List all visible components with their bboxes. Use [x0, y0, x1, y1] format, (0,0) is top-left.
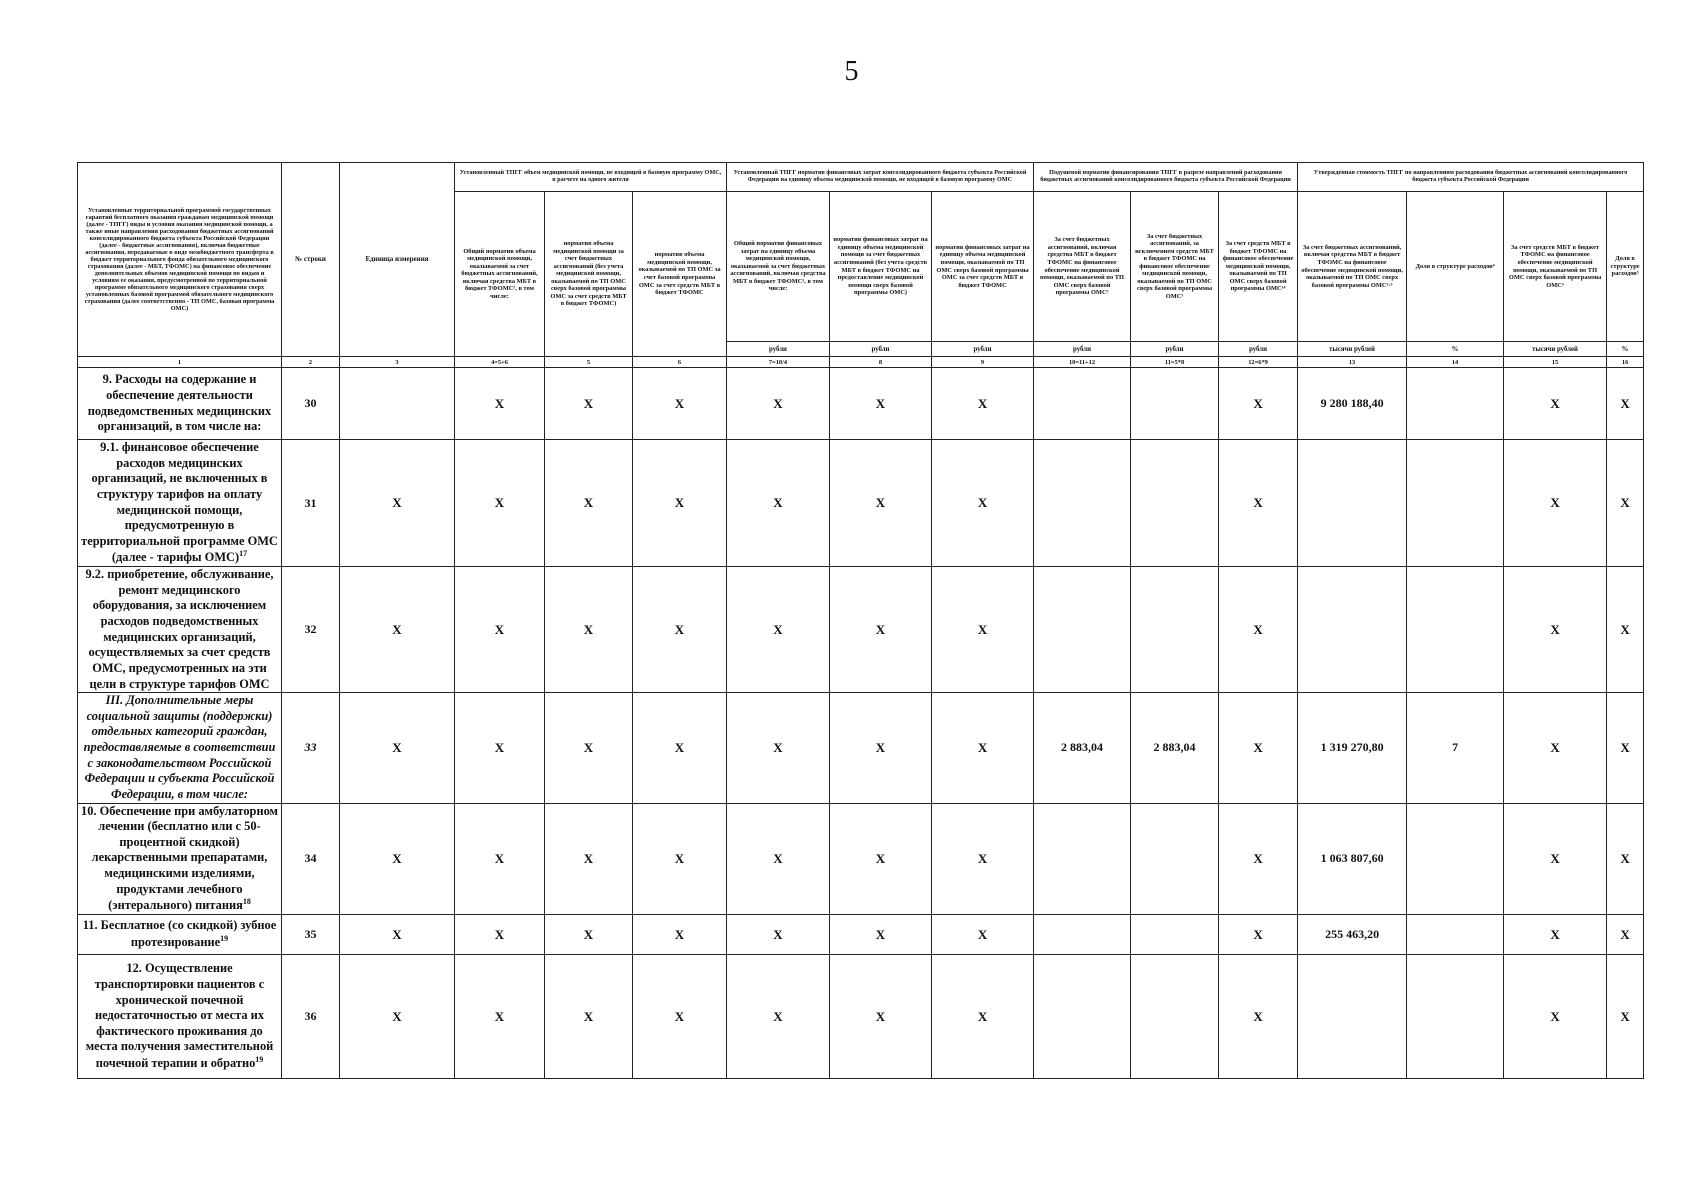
unit-col7: рубли	[727, 342, 830, 357]
not-applicable-cell: X	[633, 955, 727, 1079]
not-applicable-cell: X	[1607, 567, 1644, 693]
not-applicable-cell: X	[932, 803, 1034, 915]
not-applicable-cell: X	[340, 440, 455, 567]
column-number-cell: 4=5+6	[455, 357, 545, 368]
not-applicable-cell: X	[633, 440, 727, 567]
footnote-marker: 19	[255, 1055, 264, 1064]
not-applicable-cell: X	[633, 567, 727, 693]
header-col7: Общий норматив финансовых затрат на единицу объема медицинской помощи, оказываемой за счет бюджетных ассигнований, включая средства МБТ в бюджет ТФОМС⁵, в том числе:	[727, 192, 830, 342]
row-description	[78, 915, 282, 955]
empty-cell	[1407, 567, 1504, 693]
empty-cell	[1131, 440, 1219, 567]
column-number-cell: 14	[1407, 357, 1504, 368]
not-applicable-cell: X	[545, 803, 633, 915]
empty-cell	[1131, 803, 1219, 915]
not-applicable-cell: X	[545, 915, 633, 955]
not-applicable-cell: X	[727, 915, 830, 955]
not-applicable-cell: X	[1504, 693, 1607, 803]
not-applicable-cell: X	[545, 693, 633, 803]
header-unit: Единица измерения	[340, 163, 455, 357]
not-applicable-cell: X	[545, 955, 633, 1079]
row-description-text: 10. Обеспечение при амбулаторном лечении (бесплатно или с 50- процентной скидкой) лекарственными препаратами, медицинскими изделиями, продуктами лечебного (энтерального) питания	[81, 803, 278, 913]
column-number-cell: 6	[633, 357, 727, 368]
not-applicable-cell: X	[830, 368, 932, 440]
not-applicable-cell: X	[727, 567, 830, 693]
table-row	[78, 803, 1644, 915]
row-description	[78, 803, 282, 915]
row-number-cell: 31	[282, 440, 340, 567]
financing-table	[77, 162, 1644, 1079]
not-applicable-cell: X	[340, 693, 455, 803]
empty-cell	[1407, 440, 1504, 567]
empty-cell	[1407, 915, 1504, 955]
empty-cell	[1131, 567, 1219, 693]
column-number-cell: 16	[1607, 357, 1644, 368]
not-applicable-cell: X	[633, 368, 727, 440]
not-applicable-cell: X	[1504, 915, 1607, 955]
footnote-marker: 17	[239, 549, 248, 559]
footnote-marker: 18	[242, 897, 251, 907]
empty-cell	[1034, 567, 1131, 693]
not-applicable-cell: X	[1219, 368, 1298, 440]
not-applicable-cell: X	[1219, 567, 1298, 693]
header-col14: Доля в структуре расходов⁴	[1407, 192, 1504, 342]
not-applicable-cell: X	[1607, 803, 1644, 915]
empty-cell	[1034, 955, 1131, 1079]
header-group-per-capita: Подушевой норматив финансирования ТПГГ в разрезе направлений расходования бюджетных ассигнований консолидированного бюджета субъекта Российской Федерации	[1034, 163, 1298, 192]
not-applicable-cell: X	[1219, 440, 1298, 567]
not-applicable-cell: X	[1607, 955, 1644, 1079]
value-cell: 1 319 270,80	[1298, 693, 1407, 803]
empty-cell	[1407, 803, 1504, 915]
row-number-cell: 34	[282, 803, 340, 915]
empty-cell	[1407, 955, 1504, 1079]
unit-col15: тысячи рублей	[1504, 342, 1607, 357]
not-applicable-cell: X	[727, 368, 830, 440]
empty-cell	[1131, 955, 1219, 1079]
row-number-cell: 30	[282, 368, 340, 440]
not-applicable-cell: X	[727, 803, 830, 915]
empty-cell	[340, 368, 455, 440]
value-cell: 255 463,20	[1298, 915, 1407, 955]
not-applicable-cell: X	[545, 440, 633, 567]
empty-cell	[1131, 915, 1219, 955]
page-number: 5	[844, 56, 859, 87]
table-row	[78, 693, 1644, 803]
header-col16: Доля в структуре расходов⁵	[1607, 192, 1644, 342]
not-applicable-cell: X	[340, 955, 455, 1079]
unit-col10: рубли	[1034, 342, 1131, 357]
not-applicable-cell: X	[340, 803, 455, 915]
table-row	[78, 915, 1644, 955]
not-applicable-cell: X	[932, 915, 1034, 955]
not-applicable-cell: X	[830, 803, 932, 915]
not-applicable-cell: X	[830, 567, 932, 693]
empty-cell	[1298, 440, 1407, 567]
table-row	[78, 955, 1644, 1079]
not-applicable-cell: X	[932, 567, 1034, 693]
empty-cell	[1131, 368, 1219, 440]
not-applicable-cell: X	[1607, 368, 1644, 440]
header-col9: норматив финансовых затрат на единицу объема медицинской помощи, оказываемой по ТП ОМС сверх базовой программы ОМС за счет средств МБТ в бюджет ТФОМС	[932, 192, 1034, 342]
row-description	[78, 693, 282, 803]
not-applicable-cell: X	[340, 915, 455, 955]
not-applicable-cell: X	[455, 693, 545, 803]
table-row	[78, 440, 1644, 567]
row-number-cell: 35	[282, 915, 340, 955]
unit-col13: тысячи рублей	[1298, 342, 1407, 357]
table-row	[78, 368, 1644, 440]
row-number-cell: 36	[282, 955, 340, 1079]
row-description	[78, 368, 282, 440]
header-group-cost-norm: Установленный ТПГГ норматив финансовых затрат консолидированного бюджета субъекта Российской Федерации на единицу объема медицинской помощи, не входящей в базовую программу ОМС	[727, 163, 1034, 192]
header-col15: За счет средств МБТ в бюджет ТФОМС на финансовое обеспечение медицинской помощи, оказываемой по ТП ОМС сверх базовой программы ОМС⁵	[1504, 192, 1607, 342]
value-cell: 2 883,04	[1131, 693, 1219, 803]
column-number-cell: 15	[1504, 357, 1607, 368]
unit-col9: рубли	[932, 342, 1034, 357]
footnote-marker: 19	[220, 933, 229, 943]
not-applicable-cell: X	[455, 440, 545, 567]
header-row-number: № строки	[282, 163, 340, 357]
row-description-text: III. Дополнительные меры социальной защиты (поддержки) отдельных категорий граждан, предоставляемые в соответствии с законодательством Российской Федерации и субъекта Российской Федерации, в том числе:	[83, 693, 276, 801]
column-number-cell: 13	[1298, 357, 1407, 368]
not-applicable-cell: X	[545, 567, 633, 693]
not-applicable-cell: X	[1504, 567, 1607, 693]
row-description	[78, 955, 282, 1079]
header-col10: За счет бюджетных ассигнований, включая средства МБТ в бюджет ТФОМС на финансовое обеспечение медицинской помощи, оказываемой по ТП ОМС сверх базовой программы ОМС⁵	[1034, 192, 1131, 342]
not-applicable-cell: X	[545, 368, 633, 440]
not-applicable-cell: X	[1219, 915, 1298, 955]
header-group-approved-cost: Утвержденная стоимость ТПГГ по направлениям расходования бюджетных ассигнований консолидированного бюджета субъекта Российской Федерации	[1298, 163, 1644, 192]
not-applicable-cell: X	[830, 915, 932, 955]
header-col5: норматив объема медицинской помощи за счет бюджетных ассигнований (без учета медицинской помощи, оказываемой по ТП ОМС сверх базовой программы ОМС за счет средств МБТ в бюджет ТФОМС)	[545, 192, 633, 357]
not-applicable-cell: X	[340, 567, 455, 693]
not-applicable-cell: X	[1504, 440, 1607, 567]
not-applicable-cell: X	[830, 440, 932, 567]
header-col4: Общий норматив объема медицинской помощи, оказываемой за счет бюджетных ассигнований, включая средства МБТ в бюджет ТФОМС⁵, в том числе:	[455, 192, 545, 357]
not-applicable-cell: X	[727, 955, 830, 1079]
value-cell: 1 063 807,60	[1298, 803, 1407, 915]
column-number-cell: 2	[282, 357, 340, 368]
not-applicable-cell: X	[455, 368, 545, 440]
column-number-cell: 10=11+12	[1034, 357, 1131, 368]
unit-col16: %	[1607, 342, 1644, 357]
header-col13: За счет бюджетных ассигнований, включая средства МБТ в бюджет ТФОМС на финансовое обеспечение медицинской помощи, оказываемой по ТП ОМС сверх базовой программы ОМС⁵·³	[1298, 192, 1407, 342]
not-applicable-cell: X	[1607, 693, 1644, 803]
not-applicable-cell: X	[1219, 803, 1298, 915]
column-number-cell: 3	[340, 357, 455, 368]
column-number-cell: 12=6*9	[1219, 357, 1298, 368]
not-applicable-cell: X	[1504, 803, 1607, 915]
unit-col11: рубли	[1131, 342, 1219, 357]
value-cell: 7	[1407, 693, 1504, 803]
row-number-cell: 33	[282, 693, 340, 803]
not-applicable-cell: X	[633, 693, 727, 803]
row-description-text: 12. Осуществление транспортировки пациентов с хронической почечной недостаточностью от места их фактического проживания до места получения заместительной почечной терапии и обратно	[85, 961, 274, 1071]
column-number-cell: 11=5*8	[1131, 357, 1219, 368]
row-description	[78, 567, 282, 693]
header-col1-description: Установленные территориальной программой государственных гарантий бесплатного оказания гражданам медицинской помощи (далее - ТПГГ) виды и условия оказания медицинской помощи, а также иные направления расходования бюджетных ассигнований консолидированного бюджета субъекта Российской Федерации (далее - бюджетные ассигнования), включая бюджетные ассигнования, передаваемые в виде межбюджетного трансферта в бюджет территориального фонда обязательного медицинского страхования (далее - МБТ, ТФОМС) на финансовое обеспечение дополнительных объемов медицинской помощи по видам и условиям ее оказания, предусмотренной по территориальной программе обязательного медицинского страхования сверх установленных базовой программой обязательного медицинского страхования (далее соответственно - ТП ОМС, базовая программа ОМС)	[78, 163, 282, 357]
row-description-text: 9.2. приобретение, обслуживание, ремонт медицинского оборудования, за исключением расходов подведомственных медицинских организаций, осуществляемых за счет средств ОМС, предусмотренных на эти цели в структуре тарифов ОМС	[85, 567, 274, 691]
column-number-row	[78, 357, 1644, 368]
column-number-cell: 8	[830, 357, 932, 368]
column-number-cell: 7=10/4	[727, 357, 830, 368]
not-applicable-cell: X	[1504, 368, 1607, 440]
not-applicable-cell: X	[633, 803, 727, 915]
column-number-cell: 5	[545, 357, 633, 368]
header-group-volume: Установленный ТПГГ объем медицинской помощи, не входящей в базовую программу ОМС, в расчете на одного жителя	[455, 163, 727, 192]
not-applicable-cell: X	[727, 693, 830, 803]
not-applicable-cell: X	[1607, 440, 1644, 567]
empty-cell	[1034, 368, 1131, 440]
not-applicable-cell: X	[727, 440, 830, 567]
not-applicable-cell: X	[1504, 955, 1607, 1079]
not-applicable-cell: X	[830, 693, 932, 803]
not-applicable-cell: X	[1219, 693, 1298, 803]
not-applicable-cell: X	[455, 955, 545, 1079]
not-applicable-cell: X	[633, 915, 727, 955]
header-col12: За счет средств МБТ в бюджет ТФОМС на финансовое обеспечение медицинской помощи, оказываемой по ТП ОМС сверх базовой программы ОМС¹⁴	[1219, 192, 1298, 342]
empty-cell	[1034, 915, 1131, 955]
value-cell: 9 280 188,40	[1298, 368, 1407, 440]
not-applicable-cell: X	[455, 915, 545, 955]
not-applicable-cell: X	[455, 803, 545, 915]
not-applicable-cell: X	[932, 955, 1034, 1079]
unit-col12: рубли	[1219, 342, 1298, 357]
row-description-text: 9. Расходы на содержание и обеспечение деятельности подведомственных медицинских организаций, в том числе на:	[87, 372, 272, 434]
not-applicable-cell: X	[1607, 915, 1644, 955]
table-row	[78, 567, 1644, 693]
column-number-cell: 9	[932, 357, 1034, 368]
unit-col14: %	[1407, 342, 1504, 357]
not-applicable-cell: X	[830, 955, 932, 1079]
column-number-cell: 1	[78, 357, 282, 368]
header-col6: норматив объема медицинской помощи, оказываемой по ТП ОМС за счет базовой программы ОМС за счет средств МБТ в бюджет ТФОМС	[633, 192, 727, 357]
unit-col8: рубли	[830, 342, 932, 357]
not-applicable-cell: X	[932, 440, 1034, 567]
empty-cell	[1298, 955, 1407, 1079]
not-applicable-cell: X	[1219, 955, 1298, 1079]
not-applicable-cell: X	[932, 368, 1034, 440]
row-description-text: 11. Бесплатное (со скидкой) зубное протезирование	[82, 918, 277, 950]
empty-cell	[1034, 803, 1131, 915]
header-col11: За счет бюджетных ассигнований, за исключением средств МБТ в бюджет ТФОМС на финансовое обеспечение медицинской помощи, оказываемой по ТП ОМС сверх базовой программы ОМС⁵	[1131, 192, 1219, 342]
empty-cell	[1034, 440, 1131, 567]
not-applicable-cell: X	[932, 693, 1034, 803]
value-cell: 2 883,04	[1034, 693, 1131, 803]
not-applicable-cell: X	[455, 567, 545, 693]
row-description	[78, 440, 282, 567]
row-description-text: 9.1. финансовое обеспечение расходов медицинских организаций, не включенных в структуру тарифов на оплату медицинской помощи, предусмотренную в территориальной программе ОМС (далее - тарифы ОМС)	[81, 440, 278, 565]
header-col8: норматив финансовых затрат на единицу объема медицинской помощи за счет бюджетных ассигнований (без учета средств МБТ в бюджет ТФОМС на предоставление медицинской помощи сверх базовой программы ОМС)	[830, 192, 932, 342]
row-number-cell: 32	[282, 567, 340, 693]
empty-cell	[1298, 567, 1407, 693]
empty-cell	[1407, 368, 1504, 440]
